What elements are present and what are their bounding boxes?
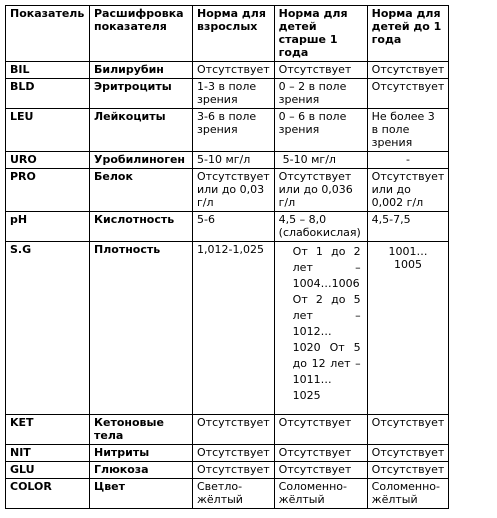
table-row xyxy=(6,169,449,212)
row-code: BIL xyxy=(6,62,90,79)
row-adult: Светло-жёлтый xyxy=(193,479,275,509)
header-adult-norm: Норма для взрослых xyxy=(193,6,275,62)
row-infant xyxy=(367,242,449,415)
row-name: Цвет xyxy=(90,479,193,509)
row-child-over-1: Соломенно-жёлтый xyxy=(274,479,367,509)
density-by-age: От 1 до 2 лет – 1004…1006 От 2 до 5 лет – 1012… 1020 От 5 до 12 лет – 1011… 1025 xyxy=(292,245,361,402)
header-row xyxy=(6,6,449,62)
table-row xyxy=(6,462,449,479)
row-child-over-1: Отсутствует xyxy=(274,445,367,462)
row-adult: Отсутствует или до 0,03 г/л xyxy=(193,169,275,212)
row-name: Плотность xyxy=(90,242,193,415)
row-child-over-1: 0 – 2 в поле зрения xyxy=(274,79,367,109)
row-code: pH xyxy=(6,212,90,242)
row-code: NIT xyxy=(6,445,90,462)
table-row xyxy=(6,109,449,152)
urine-norms-table xyxy=(5,5,449,509)
row-infant: Отсутствует xyxy=(367,79,449,109)
row-infant: Соломенно-жёлтый xyxy=(367,479,449,509)
row-child-over-1: Отсутствует xyxy=(274,415,367,445)
row-infant: Отсутствует xyxy=(367,462,449,479)
row-infant: Отсутствует или до 0,002 г/л xyxy=(367,169,449,212)
row-name: Кетоновые тела xyxy=(90,415,193,445)
row-adult: 5-6 xyxy=(193,212,275,242)
row-infant: - xyxy=(367,152,449,169)
row-code: KET xyxy=(6,415,90,445)
row-code: URO xyxy=(6,152,90,169)
table-row xyxy=(6,445,449,462)
table-row xyxy=(6,79,449,109)
row-name: Уробилиноген xyxy=(90,152,193,169)
row-adult: Отсутствует xyxy=(193,462,275,479)
row-child-over-1: Отсутствует или до 0,036 г/л xyxy=(274,169,367,212)
row-code: COLOR xyxy=(6,479,90,509)
header-child-over-1-norm: Норма для детей старше 1 года xyxy=(274,6,367,62)
row-infant: Не более 3 в поле зрения xyxy=(367,109,449,152)
density-infant: 1001… 1005 xyxy=(388,245,428,271)
row-infant: 4,5-7,5 xyxy=(367,212,449,242)
table-row xyxy=(6,152,449,169)
header-decoding: Расшифровка показателя xyxy=(90,6,193,62)
row-infant: Отсутствует xyxy=(367,62,449,79)
row-adult: Отсутствует xyxy=(193,62,275,79)
row-name: Нитриты xyxy=(90,445,193,462)
header-infant-norm: Норма для детей до 1 года xyxy=(367,6,449,62)
row-name: Белок xyxy=(90,169,193,212)
row-infant: Отсутствует xyxy=(367,415,449,445)
row-adult: Отсутствует xyxy=(193,445,275,462)
row-child-over-1: 0 – 6 в поле зрения xyxy=(274,109,367,152)
row-adult: 1,012-1,025 xyxy=(193,242,275,415)
table-row xyxy=(6,242,449,415)
row-code: S.G xyxy=(6,242,90,415)
row-child-over-1: Отсутствует xyxy=(274,462,367,479)
table-row xyxy=(6,62,449,79)
row-adult: 3-6 в поле зрения xyxy=(193,109,275,152)
row-adult: 5-10 мг/л xyxy=(193,152,275,169)
row-adult: Отсутствует xyxy=(193,415,275,445)
row-child-over-1 xyxy=(274,242,367,415)
table-row xyxy=(6,415,449,445)
row-code: GLU xyxy=(6,462,90,479)
header-indicator: Показатель xyxy=(6,6,90,62)
row-name: Билирубин xyxy=(90,62,193,79)
table-row xyxy=(6,212,449,242)
row-child-over-1: 5-10 мг/л xyxy=(274,152,367,169)
table-row xyxy=(6,479,449,509)
row-name: Эритроциты xyxy=(90,79,193,109)
row-code: PRO xyxy=(6,169,90,212)
row-code: LEU xyxy=(6,109,90,152)
row-name: Лейкоциты xyxy=(90,109,193,152)
row-name: Глюкоза xyxy=(90,462,193,479)
row-adult: 1-3 в поле зрения xyxy=(193,79,275,109)
row-child-over-1: Отсутствует xyxy=(274,62,367,79)
row-code: BLD xyxy=(6,79,90,109)
row-child-over-1: 4,5 – 8,0 (слабокислая) xyxy=(274,212,367,242)
row-name: Кислотность xyxy=(90,212,193,242)
row-infant: Отсутствует xyxy=(367,445,449,462)
